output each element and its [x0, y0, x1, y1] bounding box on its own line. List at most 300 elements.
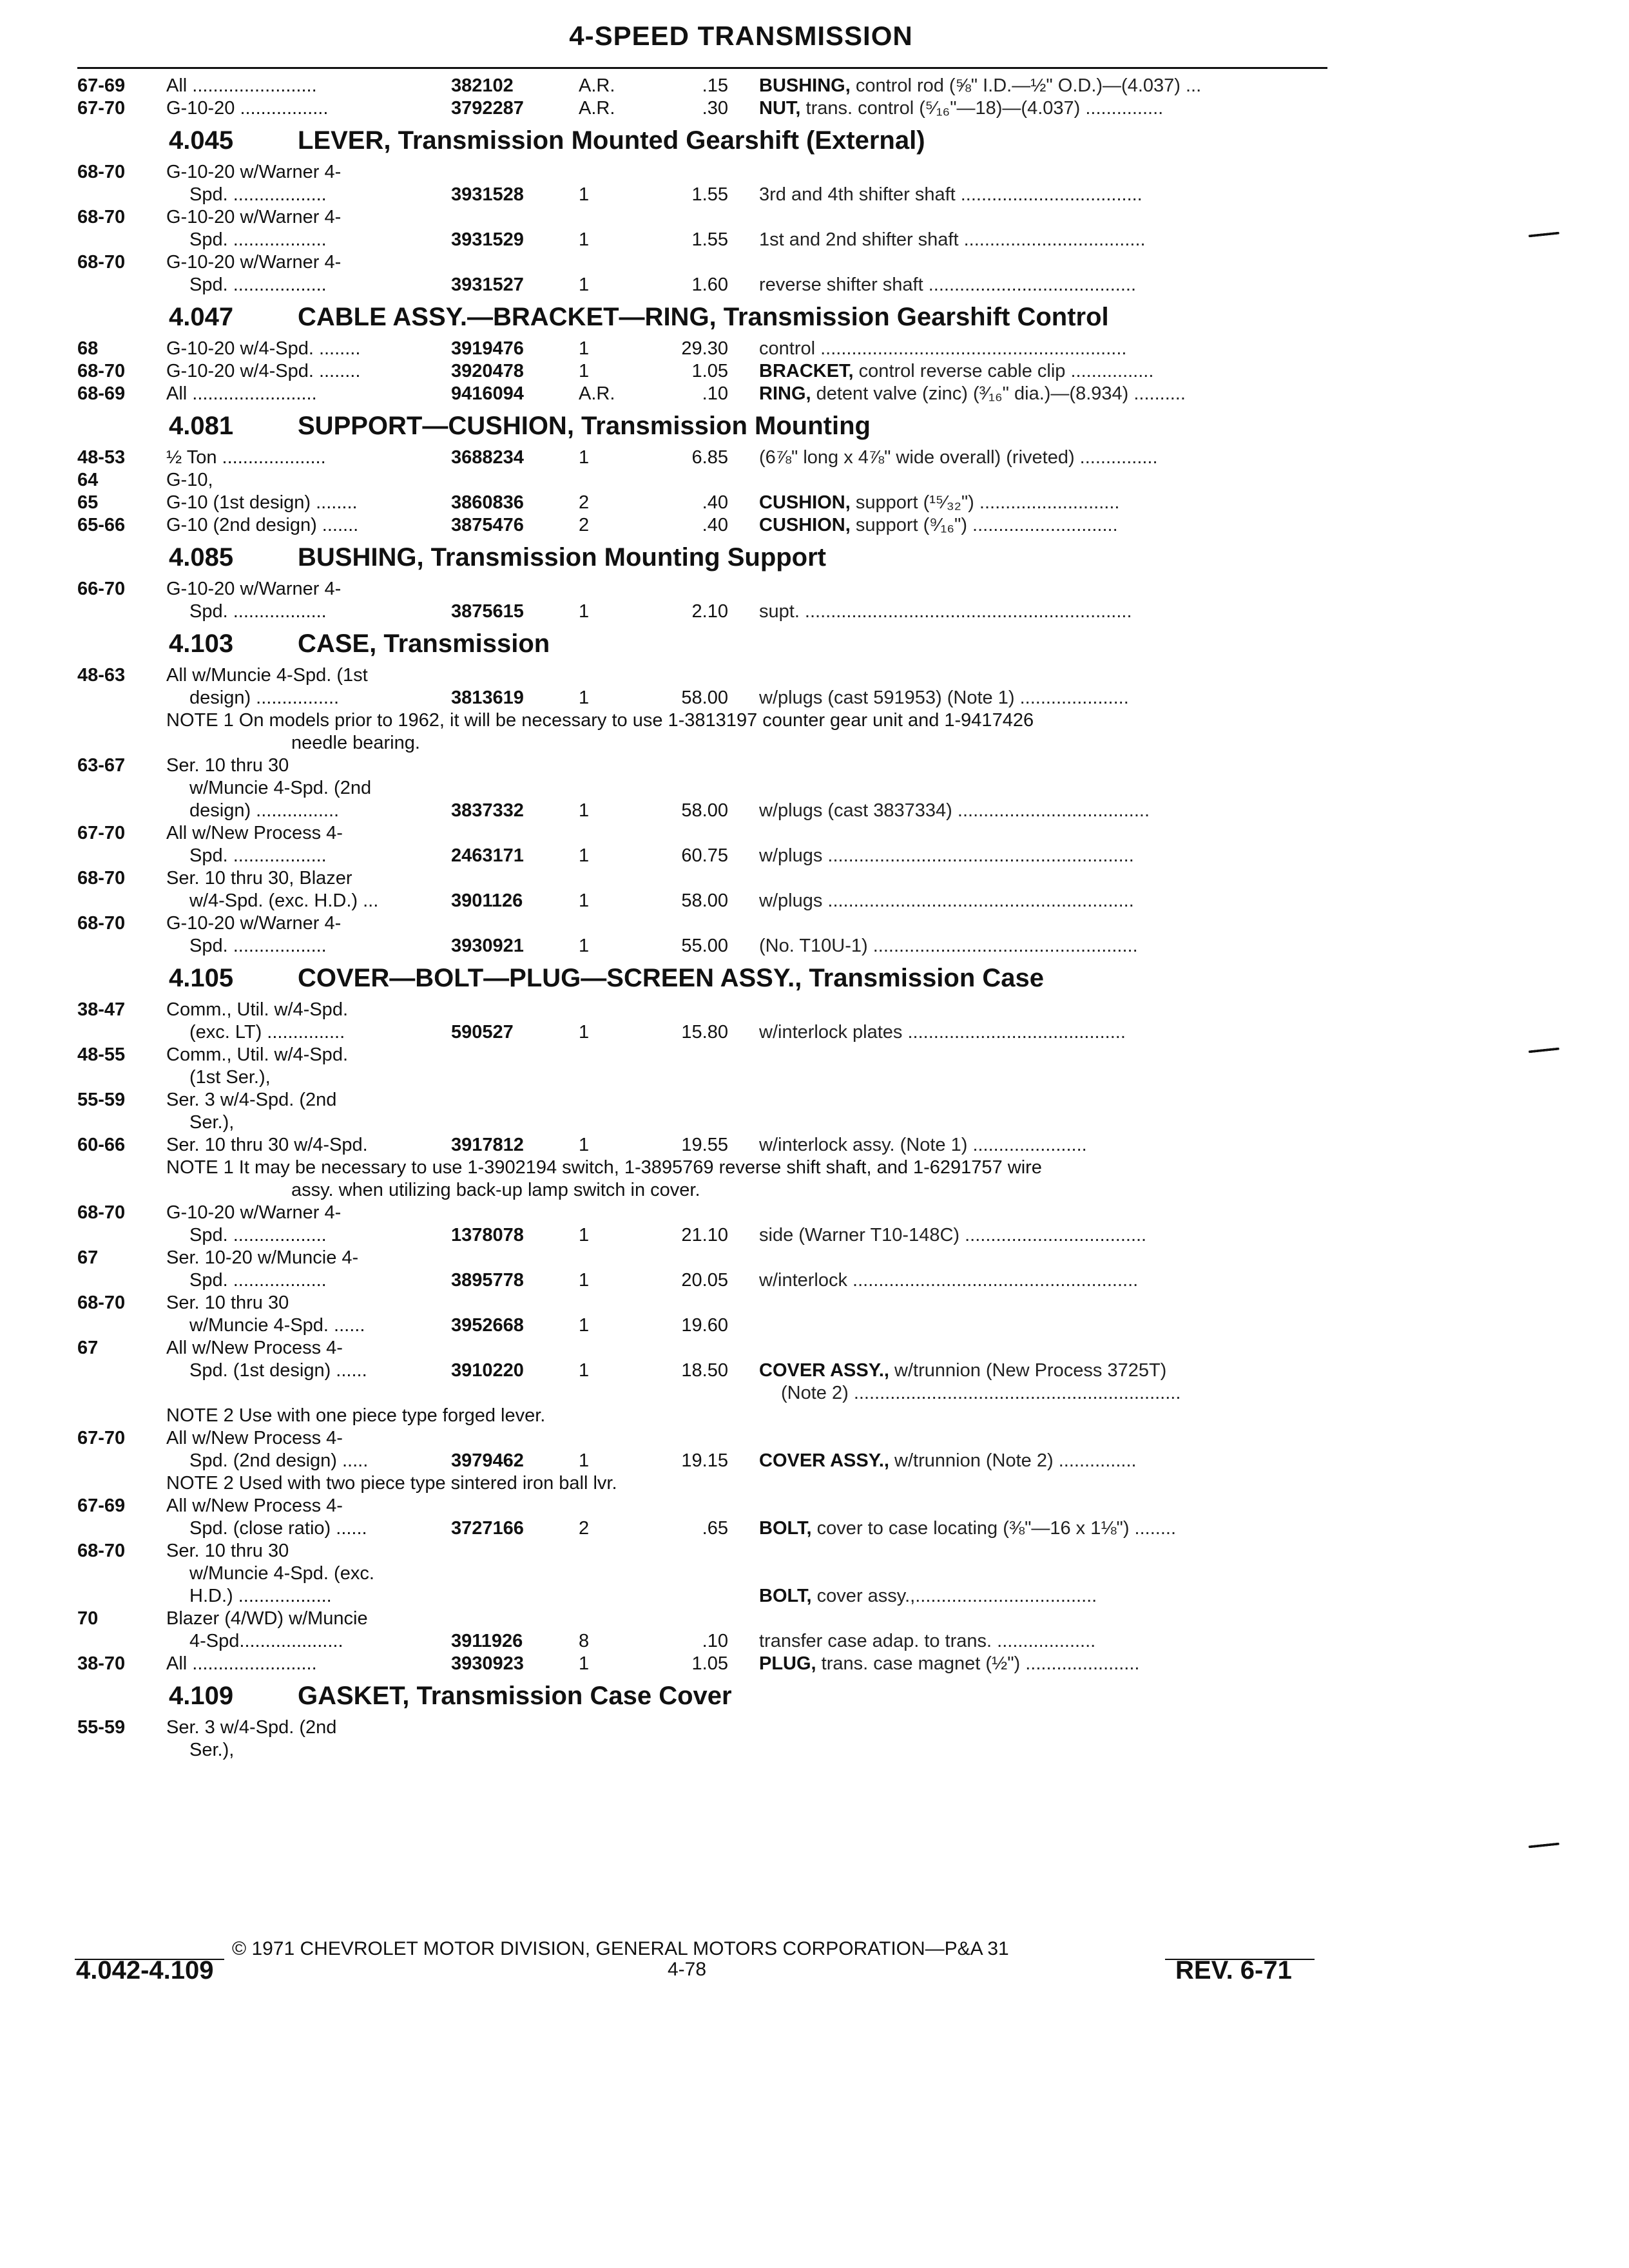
model-application: All w/New Process 4- — [166, 1428, 343, 1448]
part-number: 3875476 — [451, 515, 524, 535]
quantity: 1 — [579, 601, 590, 622]
model-application: Comm., Util. w/4-Spd. — [166, 1044, 348, 1065]
section-number: 4.109 — [169, 1682, 234, 1710]
section-heading — [0, 623, 1629, 664]
part-number: 3813619 — [451, 687, 524, 708]
part-row — [0, 1608, 1629, 1630]
model-years: 66-70 — [77, 579, 126, 599]
model-application: G-10-20 w/4-Spd. ........ — [166, 338, 361, 359]
part-number: 3688234 — [451, 447, 524, 468]
description-text: control rod (⅝" I.D.—½" O.D.)—(4.037) ... — [850, 75, 1202, 96]
model-years: 68-69 — [77, 383, 126, 404]
model-years: 68-70 — [77, 1541, 126, 1561]
model-application: Ser.), — [189, 1112, 235, 1133]
section-heading — [0, 957, 1629, 999]
description-text: detent valve (zinc) (³⁄₁₆" dia.)—(8.934) .......... — [811, 383, 1186, 404]
model-application: design) ................ — [189, 687, 340, 708]
part-number: 590527 — [451, 1022, 514, 1043]
description-text: w/interlock plates .......................................... — [759, 1022, 1126, 1043]
list-price: 1.55 — [691, 184, 728, 205]
part-number: 9416094 — [451, 383, 524, 404]
part-row — [0, 251, 1629, 274]
section-title: BUSHING, Transmission Mounting Support — [298, 543, 826, 572]
description-text: w/trunnion (Note 2) ............... — [889, 1450, 1137, 1471]
part-description — [759, 800, 1150, 822]
list-price: .65 — [702, 1518, 728, 1539]
part-description — [759, 1134, 1087, 1157]
note-text: NOTE 2 Use with one piece type forged lever. — [166, 1405, 546, 1426]
note-line — [0, 1472, 1629, 1495]
note-line — [0, 732, 1629, 754]
list-price: 20.05 — [681, 1270, 728, 1291]
model-years: 68-70 — [77, 1202, 126, 1223]
list-price: 29.30 — [681, 338, 728, 359]
description-text: supt. ............................................................... — [759, 601, 1132, 622]
section-title: GASKET, Transmission Case Cover — [298, 1682, 732, 1710]
model-application: All w/New Process 4- — [166, 1495, 343, 1516]
part-number: 3930921 — [451, 936, 524, 956]
model-application: All ........................ — [166, 1653, 317, 1674]
model-application: w/Muncie 4-Spd. ...... — [189, 1315, 365, 1336]
section-title: LEVER, Transmission Mounted Gearshift (External) — [298, 126, 925, 155]
part-description — [759, 601, 1132, 623]
quantity: A.R. — [579, 98, 615, 119]
description-text: control reverse cable clip ................ — [853, 361, 1154, 381]
note-line — [0, 1405, 1629, 1427]
part-row — [0, 754, 1629, 777]
page-number: 4-78 — [668, 1959, 707, 1980]
description-text: support (¹⁵⁄₃₂") ........................... — [850, 492, 1120, 513]
model-application: Spd. .................. — [189, 229, 327, 250]
part-row — [0, 1562, 1629, 1585]
part-number: 3952668 — [451, 1315, 524, 1336]
section-number: 4.081 — [169, 412, 234, 440]
part-name: CUSHION, — [759, 492, 851, 513]
model-application: G-10-20 w/Warner 4- — [166, 579, 342, 599]
part-description — [759, 75, 1201, 97]
list-price: 19.60 — [681, 1315, 728, 1336]
part-row — [0, 1337, 1629, 1360]
part-row — [0, 97, 1629, 120]
part-row — [0, 1021, 1629, 1044]
model-application: Ser. 10 thru 30 — [166, 1293, 289, 1313]
model-application: Ser.), — [189, 1740, 235, 1760]
model-application: All w/New Process 4- — [166, 823, 343, 843]
model-years: 68-70 — [77, 361, 126, 381]
part-row — [0, 912, 1629, 935]
list-price: 15.80 — [681, 1022, 728, 1043]
part-number: 3919476 — [451, 338, 524, 359]
model-application: All w/New Process 4- — [166, 1338, 343, 1358]
model-years: 63-67 — [77, 755, 126, 776]
list-price: .40 — [702, 515, 728, 535]
model-application: 4-Spd.................... — [189, 1631, 343, 1651]
part-row — [0, 935, 1629, 957]
description-text: (No. T10U-1) ................................................... — [759, 936, 1138, 956]
part-number: 3910220 — [451, 1360, 524, 1381]
part-description — [759, 1585, 1097, 1608]
part-number: 1378078 — [451, 1225, 524, 1245]
page-title: 4-SPEED TRANSMISSION — [569, 21, 913, 51]
list-price: .10 — [702, 1631, 728, 1651]
part-row — [0, 383, 1629, 405]
part-row — [0, 1314, 1629, 1337]
description-text: w/plugs ........................................................... — [759, 890, 1134, 911]
part-number: 3860836 — [451, 492, 524, 513]
quantity: A.R. — [579, 383, 615, 404]
part-row — [0, 664, 1629, 687]
section-number: 4.103 — [169, 629, 234, 658]
part-description — [759, 360, 1153, 383]
model-application: G-10-20 w/Warner 4- — [166, 162, 342, 182]
part-description — [759, 1224, 1146, 1247]
part-row — [0, 360, 1629, 383]
model-years: 70 — [77, 1608, 99, 1629]
quantity: 1 — [579, 1450, 590, 1471]
part-name: BOLT, — [759, 1518, 812, 1539]
part-number: 3931528 — [451, 184, 524, 205]
part-number: 2463171 — [451, 845, 524, 866]
description-text: cover assy.,................................... — [811, 1586, 1097, 1606]
part-row — [0, 1630, 1629, 1653]
model-application: Comm., Util. w/4-Spd. — [166, 999, 348, 1020]
part-row — [0, 1653, 1629, 1675]
part-row — [0, 1269, 1629, 1292]
part-row — [0, 1089, 1629, 1111]
part-row — [0, 890, 1629, 912]
part-description — [759, 383, 1186, 405]
part-description — [759, 1517, 1176, 1540]
part-name: BRACKET, — [759, 361, 854, 381]
section-heading — [0, 296, 1629, 338]
quantity: 1 — [579, 274, 590, 295]
quantity: 2 — [579, 1518, 590, 1539]
model-application: Spd. (2nd design) ..... — [189, 1450, 369, 1471]
description-text: w/interlock assy. (Note 1) ...................... — [759, 1135, 1087, 1155]
quantity: 1 — [579, 361, 590, 381]
quantity: 1 — [579, 1270, 590, 1291]
model-years: 38-47 — [77, 999, 126, 1020]
part-row — [0, 1360, 1629, 1382]
model-application: Ser. 10 thru 30, Blazer — [166, 868, 352, 889]
model-application: w/Muncie 4-Spd. (exc. — [189, 1563, 374, 1584]
part-row — [0, 1202, 1629, 1224]
part-row — [0, 845, 1629, 867]
list-price: 6.85 — [691, 447, 728, 468]
part-row — [0, 999, 1629, 1021]
part-description — [759, 514, 1118, 537]
model-application: Spd. .................. — [189, 1270, 327, 1291]
revision-label: REV. 6-71 — [1175, 1956, 1292, 1984]
description-text: control ........................................................... — [759, 338, 1127, 359]
quantity: 2 — [579, 515, 590, 535]
model-application: G-10, — [166, 470, 213, 490]
model-years: 67 — [77, 1338, 99, 1358]
list-price: .10 — [702, 383, 728, 404]
part-description — [759, 935, 1138, 957]
description-text: reverse shifter shaft ........................................ — [759, 274, 1136, 295]
model-application: Spd. .................. — [189, 936, 327, 956]
description-text: cover to case locating (⅜"—16 x 1⅛") ........ — [811, 1518, 1177, 1539]
part-row — [0, 1247, 1629, 1269]
description-text: (Note 2) ............................................................... — [781, 1383, 1181, 1403]
part-description — [759, 338, 1126, 360]
section-heading — [0, 537, 1629, 578]
model-years: 67 — [77, 1247, 99, 1268]
model-years: 67-70 — [77, 98, 126, 119]
part-row — [0, 777, 1629, 800]
note-text: NOTE 1 On models prior to 1962, it will be necessary to use 1-3813197 counter gear unit and 1-9417426 — [166, 710, 1034, 731]
model-application: design) ................ — [189, 800, 340, 821]
model-years: 68-70 — [77, 868, 126, 889]
model-application: All ........................ — [166, 383, 317, 404]
part-row — [0, 206, 1629, 229]
model-application: w/4-Spd. (exc. H.D.) ... — [189, 890, 379, 911]
part-description — [759, 274, 1136, 296]
quantity: 1 — [579, 1022, 590, 1043]
part-row — [0, 867, 1629, 890]
part-number: 3920478 — [451, 361, 524, 381]
part-name: BUSHING, — [759, 75, 851, 96]
quantity: 1 — [579, 184, 590, 205]
model-application: Blazer (4/WD) w/Muncie — [166, 1608, 368, 1629]
model-application: Ser. 10 thru 30 — [166, 755, 289, 776]
part-row — [0, 578, 1629, 601]
part-row — [0, 274, 1629, 296]
quantity: 1 — [579, 936, 590, 956]
quantity: 8 — [579, 1631, 590, 1651]
quantity: 1 — [579, 1225, 590, 1245]
part-row — [0, 447, 1629, 469]
part-row — [0, 1739, 1629, 1762]
model-application: G-10-20 w/Warner 4- — [166, 913, 342, 934]
part-name: CUSHION, — [759, 515, 851, 535]
part-description — [759, 229, 1146, 251]
part-row — [0, 1066, 1629, 1089]
part-number: 3931527 — [451, 274, 524, 295]
quantity: 1 — [579, 845, 590, 866]
model-application: Ser. 3 w/4-Spd. (2nd — [166, 1717, 337, 1738]
model-years: 60-66 — [77, 1135, 126, 1155]
model-years: 67-69 — [77, 75, 126, 96]
model-application: Spd. .................. — [189, 601, 327, 622]
quantity: 1 — [579, 338, 590, 359]
model-application: Spd. (1st design) ...... — [189, 1360, 367, 1381]
model-years: 68 — [77, 338, 99, 359]
list-price: 1.55 — [691, 229, 728, 250]
list-price: 19.15 — [681, 1450, 728, 1471]
part-description — [759, 492, 1119, 514]
part-row — [0, 229, 1629, 251]
note-line — [0, 709, 1629, 732]
part-row — [0, 1427, 1629, 1450]
part-row — [0, 338, 1629, 360]
model-years: 68-70 — [77, 207, 126, 227]
quantity: 1 — [579, 1360, 590, 1381]
description-text: trans. control (⁵⁄₁₆"—18)—(4.037) ............... — [800, 98, 1164, 119]
model-application: Ser. 3 w/4-Spd. (2nd — [166, 1090, 337, 1110]
model-years: 67-70 — [77, 1428, 126, 1448]
description-text: w/trunnion (New Process 3725T) — [889, 1360, 1167, 1381]
model-application: ½ Ton .................... — [166, 447, 326, 468]
description-text: transfer case adap. to trans. ................... — [759, 1631, 1096, 1651]
part-description — [759, 447, 1158, 469]
description-text: (6⅞" long x 4⅞" wide overall) (riveted) ............... — [759, 447, 1158, 468]
part-name: PLUG, — [759, 1653, 816, 1674]
quantity: 1 — [579, 1315, 590, 1336]
part-name: RING, — [759, 383, 811, 404]
list-price: 1.05 — [691, 361, 728, 381]
part-row — [0, 687, 1629, 709]
list-price: .30 — [702, 98, 728, 119]
note-text: assy. when utilizing back-up lamp switch in cover. — [291, 1180, 700, 1200]
description-text: 3rd and 4th shifter shaft ................................... — [759, 184, 1142, 205]
model-application: All w/Muncie 4-Spd. (1st — [166, 665, 368, 686]
description-text: w/plugs ........................................................... — [759, 845, 1134, 866]
part-row — [0, 1382, 1629, 1405]
description-text: support (⁹⁄₁₆") ............................ — [850, 515, 1118, 535]
scan-hole-punch-mark — [1528, 1843, 1559, 1849]
list-price: .40 — [702, 492, 728, 513]
quantity: 1 — [579, 1653, 590, 1674]
section-heading — [0, 1675, 1629, 1716]
note-line — [0, 1179, 1629, 1202]
model-application: Spd. (close ratio) ...... — [189, 1518, 367, 1539]
part-row — [0, 1134, 1629, 1157]
part-number: 3901126 — [451, 890, 523, 911]
list-price: 55.00 — [681, 936, 728, 956]
model-years: 38-70 — [77, 1653, 126, 1674]
section-title: SUPPORT—CUSHION, Transmission Mounting — [298, 412, 871, 440]
model-years: 55-59 — [77, 1717, 126, 1738]
copyright-line: © 1971 CHEVROLET MOTOR DIVISION, GENERAL MOTORS CORPORATION—P&A 31 — [232, 1938, 1009, 1959]
header-rule — [77, 67, 1327, 69]
model-years: 48-53 — [77, 447, 126, 468]
quantity: 1 — [579, 800, 590, 821]
part-description — [759, 1360, 1166, 1382]
model-application: Ser. 10 thru 30 — [166, 1541, 289, 1561]
model-application: Spd. .................. — [189, 845, 327, 866]
section-number: 4.045 — [169, 126, 234, 155]
part-name: COVER ASSY., — [759, 1360, 889, 1381]
part-row — [0, 1585, 1629, 1608]
model-application: Ser. 10-20 w/Muncie 4- — [166, 1247, 359, 1268]
section-heading — [0, 120, 1629, 161]
list-price: 58.00 — [681, 687, 728, 708]
model-application: G-10-20 w/Warner 4- — [166, 1202, 342, 1223]
part-row — [0, 601, 1629, 623]
part-number: 3727166 — [451, 1518, 524, 1539]
model-application: G-10 (2nd design) ....... — [166, 515, 359, 535]
section-title: COVER—BOLT—PLUG—SCREEN ASSY., Transmission Case — [298, 964, 1045, 992]
model-application: Spd. .................. — [189, 1225, 327, 1245]
part-row — [0, 514, 1629, 537]
description-text: 1st and 2nd shifter shaft ................................... — [759, 229, 1146, 250]
section-title: CASE, Transmission — [298, 629, 550, 658]
description-text: w/interlock ....................................................... — [759, 1270, 1139, 1291]
list-price: 1.60 — [691, 274, 728, 295]
note-text: NOTE 2 Used with two piece type sintered iron ball lvr. — [166, 1473, 617, 1494]
section-title: CABLE ASSY.—BRACKET—RING, Transmission Gearshift Control — [298, 303, 1109, 331]
part-description — [759, 1269, 1138, 1292]
part-number: 3837332 — [451, 800, 524, 821]
list-price: .15 — [702, 75, 728, 96]
quantity: A.R. — [579, 75, 615, 96]
quantity: 2 — [579, 492, 590, 513]
section-number: 4.105 — [169, 964, 234, 992]
list-price: 58.00 — [681, 800, 728, 821]
part-description — [759, 687, 1129, 709]
part-description — [759, 1653, 1139, 1675]
part-number: 3911926 — [451, 1631, 523, 1651]
description-text: w/plugs (cast 591953) (Note 1) ..................... — [759, 687, 1129, 708]
note-text: NOTE 1 It may be necessary to use 1-3902194 switch, 1-3895769 reverse shift shaft, and 1-6291757 wire — [166, 1157, 1042, 1178]
model-years: 68-70 — [77, 913, 126, 934]
part-row — [0, 75, 1629, 97]
model-application: (exc. LT) ............... — [189, 1022, 345, 1043]
model-years: 65-66 — [77, 515, 126, 535]
model-years: 68-70 — [77, 1293, 126, 1313]
model-years: 48-55 — [77, 1044, 126, 1065]
list-price: 2.10 — [691, 601, 728, 622]
part-row — [0, 1111, 1629, 1134]
part-row — [0, 1292, 1629, 1314]
section-range: 4.042-4.109 — [76, 1956, 214, 1984]
description-text: w/plugs (cast 3837334) ..................................... — [759, 800, 1150, 821]
part-row — [0, 1517, 1629, 1540]
model-application: G-10-20 w/Warner 4- — [166, 252, 342, 273]
note-line — [0, 1157, 1629, 1179]
model-years: 68-70 — [77, 162, 126, 182]
model-application: All ........................ — [166, 75, 317, 96]
model-application: G-10-20 w/4-Spd. ........ — [166, 361, 361, 381]
part-row — [0, 1044, 1629, 1066]
part-row — [0, 1224, 1629, 1247]
part-row — [0, 469, 1629, 492]
model-years: 67-69 — [77, 1495, 126, 1516]
part-description — [759, 97, 1163, 120]
part-number: 3931529 — [451, 229, 524, 250]
model-application: (1st Ser.), — [189, 1067, 271, 1088]
model-application: G-10 (1st design) ........ — [166, 492, 358, 513]
list-price: 1.05 — [691, 1653, 728, 1674]
part-number: 382102 — [451, 75, 514, 96]
part-row — [0, 492, 1629, 514]
part-name: BOLT, — [759, 1586, 812, 1606]
part-description — [781, 1382, 1181, 1405]
quantity: 1 — [579, 229, 590, 250]
part-row — [0, 161, 1629, 184]
part-row — [0, 1716, 1629, 1739]
list-price: 58.00 — [681, 890, 728, 911]
section-number: 4.085 — [169, 543, 234, 572]
part-number: 3895778 — [451, 1270, 524, 1291]
model-years: 55-59 — [77, 1090, 126, 1110]
part-description — [759, 1021, 1126, 1044]
part-row — [0, 800, 1629, 822]
part-row — [0, 822, 1629, 845]
part-row — [0, 1540, 1629, 1562]
model-application: H.D.) .................. — [189, 1586, 332, 1606]
list-price: 18.50 — [681, 1360, 728, 1381]
part-description — [759, 1450, 1137, 1472]
model-application: Ser. 10 thru 30 w/4-Spd. — [166, 1135, 368, 1155]
model-application: Spd. .................. — [189, 274, 327, 295]
quantity: 1 — [579, 687, 590, 708]
part-row — [0, 184, 1629, 206]
part-description — [759, 845, 1134, 867]
model-years: 67-70 — [77, 823, 126, 843]
